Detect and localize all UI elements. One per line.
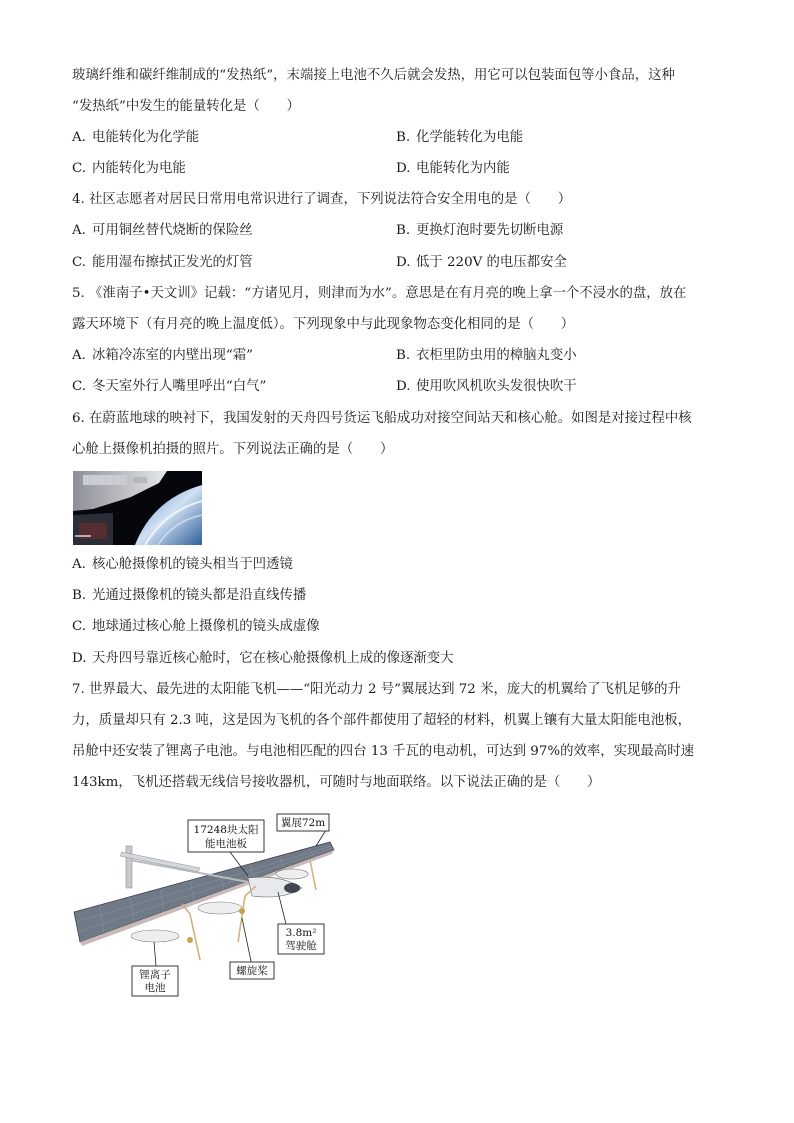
callout-solar-panel-l2: 能电池板: [205, 838, 247, 850]
callout-wingspan-text: 翼展72m: [280, 817, 326, 829]
spinner-mid: [239, 908, 245, 914]
q3-option-d[interactable]: D. 电能转化为内能: [396, 161, 510, 176]
q3-stem-line1: 玻璃纤维和碳纤维制成的“发热纸”，末端接上电池不久后就会发热，用它可以包装面包等小食品，这种: [72, 68, 675, 83]
q7-stem-line3: 吊舱中还安装了锂离子电池。与电池相匹配的四台 13 千瓦的电动机，可达到 97%的效率，实现最高时速: [72, 744, 694, 759]
q5-stem-line1: 5. 《淮南子•天文训》记载：“方诸见月，则津而为水”。意思是在有月亮的晚上拿一个不浸水的盘，放在: [72, 286, 687, 301]
q7-stem-line4: 143km，飞机还搭载无线信号接收器机，可随时与地面联络。以下说法正确的是（ ）: [72, 775, 601, 790]
q4-option-d[interactable]: D. 低于 220V 的电压都安全: [396, 255, 567, 270]
q4-option-b[interactable]: B. 更换灯泡时要先切断电源: [396, 223, 564, 238]
tail-fin: [126, 846, 132, 888]
callout-battery-l2: 电池: [144, 982, 166, 994]
q5-option-c[interactable]: C. 冬天室外行人嘴里呼出“白气”: [72, 379, 267, 394]
callout-solar-panel-l1: 17248块太阳: [193, 824, 259, 836]
q5-option-d[interactable]: D. 使用吹风机吹头发很快吹干: [396, 379, 577, 394]
q5-stem-line2: 露天环境下（有月亮的晚上温度低）。下列现象中与此现象物态变化相同的是（ ）: [72, 317, 575, 332]
nacelle-right: [276, 869, 308, 879]
nacelle-mid: [198, 902, 242, 914]
spinner-left: [187, 937, 193, 943]
docking-photo: [73, 471, 202, 545]
q3-stem-line2: “发热纸”中发生的能量转化是（ ）: [72, 99, 300, 114]
q4-stem-line1: 4. 社区志愿者对居民日常用电常识进行了调查，下列说法符合安全用电的是（ ）: [72, 192, 572, 207]
q6-stem-line2: 心舱上摄像机拍摄的照片。下列说法正确的是（ ）: [72, 442, 394, 457]
docking-photo-illustration: [73, 471, 202, 545]
q4-option-c[interactable]: C. 能用湿布擦拭正发光的灯管: [72, 255, 253, 270]
q7-stem-line1: 7. 世界最大、最先进的太阳能飞机——“阳光动力 2 号”翼展达到 72 米，庞大的机翼给了飞机足够的升: [72, 682, 681, 697]
q6-option-b[interactable]: B. 光通过摄像机的镜头都是沿直线传播: [72, 588, 307, 603]
solar-plane-illustration: [70, 808, 345, 1000]
q6-stem-line1: 6. 在蔚蓝地球的映衬下，我国发射的天舟四号货运飞船成功对接空间站天和核心舱。如图是对接过程中核: [72, 411, 692, 426]
callout-propeller-text: 螺旋桨: [236, 965, 268, 977]
callout-battery-l1: 锂离子: [139, 969, 171, 981]
q5-option-a[interactable]: A. 冰箱冷冻室的内壁出现“霜”: [72, 348, 253, 363]
q3-option-b[interactable]: B. 化学能转化为电能: [396, 130, 524, 145]
q3-option-c[interactable]: C. 内能转化为电能: [72, 161, 186, 176]
q3-option-a[interactable]: A. 电能转化为化学能: [72, 130, 200, 145]
cockpit-window: [284, 883, 300, 893]
q4-option-a[interactable]: A. 可用铜丝替代烧断的保险丝: [72, 223, 253, 238]
q6-option-d[interactable]: D. 天舟四号靠近核心舱时，它在核心舱摄像机上成的像逐渐变大: [72, 651, 454, 666]
nacelle-left: [131, 930, 179, 942]
q6-option-c[interactable]: C. 地球通过核心舱上摄像机的镜头成虚像: [72, 619, 320, 634]
solar-plane-figure: [70, 808, 345, 1000]
callout-cockpit-l2: 驾驶舱: [285, 940, 317, 952]
q7-stem-line2: 力，质量却只有 2.3 吨，这是因为飞机的各个部件都使用了超轻的材料，机翼上镶有大量太阳能电池板，: [72, 713, 691, 728]
callout-cockpit-l1: 3.8m²: [285, 927, 317, 939]
q5-option-b[interactable]: B. 衣柜里防虫用的樟脑丸变小: [396, 348, 577, 363]
q6-option-a[interactable]: A. 核心舱摄像机的镜头相当于凹透镜: [72, 557, 293, 572]
